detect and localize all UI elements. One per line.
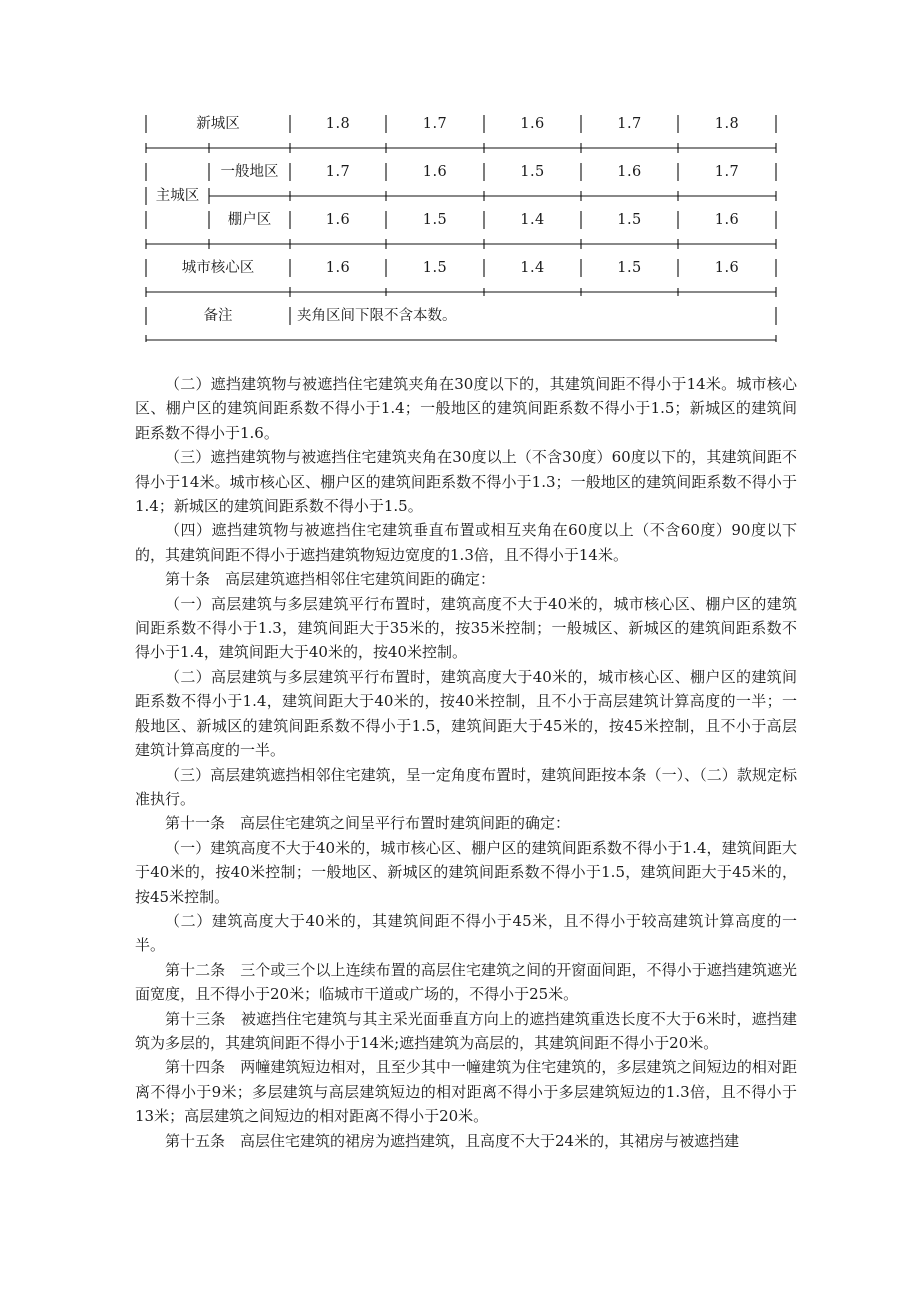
row-label-general-area: 一般地区 [220,164,279,180]
row-label-new-district: 新城区 [196,116,240,132]
table-cell: 1.6 [422,164,448,180]
article-14: 第十四条 两幢建筑短边相对，且至少其中一幢建筑为住宅建筑的，多层建筑之间短边的相对距离不得小于9米；多层建筑与高层建筑短边的相对距离不得小于多层建筑短边的1.3倍，且不得小于13米；高层建筑之间短边的相对距离不得小于20米。 [135,1058,797,1126]
paragraph: （三）遮挡建筑物与被遮挡住宅建筑夹角在30度以上（不含30度）60度以下的，其建筑间距不得小于14米。城市核心区、棚户区的建筑间距系数不得小于1.3；一般地区的建筑间距系数不得小于1.4；新城区的建筑间距系数不得小于1.5。 [135,448,797,516]
table-cell: 1.7 [617,116,642,132]
article-12: 第十二条 三个或三个以上连续布置的高层住宅建筑之间的开窗面间距，不得小于遮挡建筑遮光面宽度，且不得小于20米；临城市干道或广场的，不得小于25米。 [135,960,797,1004]
row-label-city-core: 城市核心区 [181,260,255,276]
table-cell: 1.5 [422,260,448,276]
table-cell: 1.7 [325,164,351,180]
table-cell: 1.7 [714,164,740,180]
table-cell: 1.6 [714,260,740,276]
table-cell: 1.4 [520,212,545,228]
paragraph: （一）高层建筑与多层建筑平行布置时，建筑高度不大于40米的，城市核心区、棚户区的建筑间距系数不得小于1.3，建筑间距大于35米的，按35米控制；一般城区、新城区的建筑间距系数不得小于1.4，建筑间距大于40米的，按40米控制。 [135,594,797,662]
table-cell: 1.5 [520,164,545,180]
table-cell: 1.7 [422,116,448,132]
row-group-label-main-district: 主城区 [155,188,200,204]
table-cell: 1.8 [325,116,351,132]
table-cell: 1.6 [714,212,740,228]
table-cell: 1.6 [325,260,351,276]
table-cell: 1.5 [617,212,642,228]
paragraph: （二）建筑高度大于40米的，其建筑间距不得小于45米，且不得小于较高建筑计算高度的一半。 [135,911,797,955]
article-15: 第十五条 高层住宅建筑的裙房为遮挡建筑，且高度不大于24米的，其裙房与被遮挡建 [165,1131,740,1150]
note-label: 备注 [203,308,233,324]
spacing-coefficient-table [0,0,920,345]
article-heading-10: 第十条 高层建筑遮挡相邻住宅建筑间距的确定： [165,570,496,589]
table-cell: 1.4 [520,260,545,276]
note-text: 夹角区间下限不含本数。 [297,308,457,324]
table-cell: 1.6 [617,164,642,180]
article-heading-11: 第十一条 高层住宅建筑之间呈平行布置时建筑间距的确定： [165,814,571,833]
table-cell: 1.5 [422,212,448,228]
table-cell: 1.8 [714,116,740,132]
paragraph: （三）高层建筑遮挡相邻住宅建筑，呈一定角度布置时，建筑间距按本条（一）、（二）款规定标准执行。 [135,765,797,808]
paragraph: （二）高层建筑与多层建筑平行布置时，建筑高度大于40米的，城市核心区、棚户区的建筑间距系数不得小于1.4，建筑间距大于40米的，按40米控制，且不小于高层建筑计算高度的一半；一般地区、新城区的建筑间距系数不得小于1.5，建筑间距大于45米的，按45米控制，且不小于高层建筑计算高度的一半。 [135,667,797,760]
table-cell: 1.6 [520,116,545,132]
table-cell: 1.6 [325,212,351,228]
row-label-shanty-area: 棚户区 [227,212,272,228]
paragraph: （一）建筑高度不大于40米的，城市核心区、棚户区的建筑间距系数不得小于1.4，建筑间距大于40米的，按40米控制；一般地区、新城区的建筑间距系数不得小于1.5，建筑间距大于45米的，按45米控制。 [135,838,797,906]
paragraph: （二）遮挡建筑物与被遮挡住宅建筑夹角在30度以下的，其建筑间距不得小于14米。城市核心区、棚户区的建筑间距系数不得小于1.4；一般地区的建筑间距系数不得小于1.5；新城区的建筑间距系数不得小于1.6。 [135,375,797,442]
article-body [135,372,797,1153]
paragraph: （四）遮挡建筑物与被遮挡住宅建筑垂直布置或相互夹角在60度以上（不含60度）90度以下的，其建筑间距不得小于遮挡建筑物短边宽度的1.3倍，且不得小于14米。 [135,521,797,564]
table-cell: 1.5 [617,260,642,276]
article-13: 第十三条 被遮挡住宅建筑与其主采光面垂直方向上的遮挡建筑重迭长度不大于6米时，遮挡建筑为多层的，其建筑间距不得小于14米;遮挡建筑为高层的，其建筑间距不得小于20米。 [135,1009,797,1052]
